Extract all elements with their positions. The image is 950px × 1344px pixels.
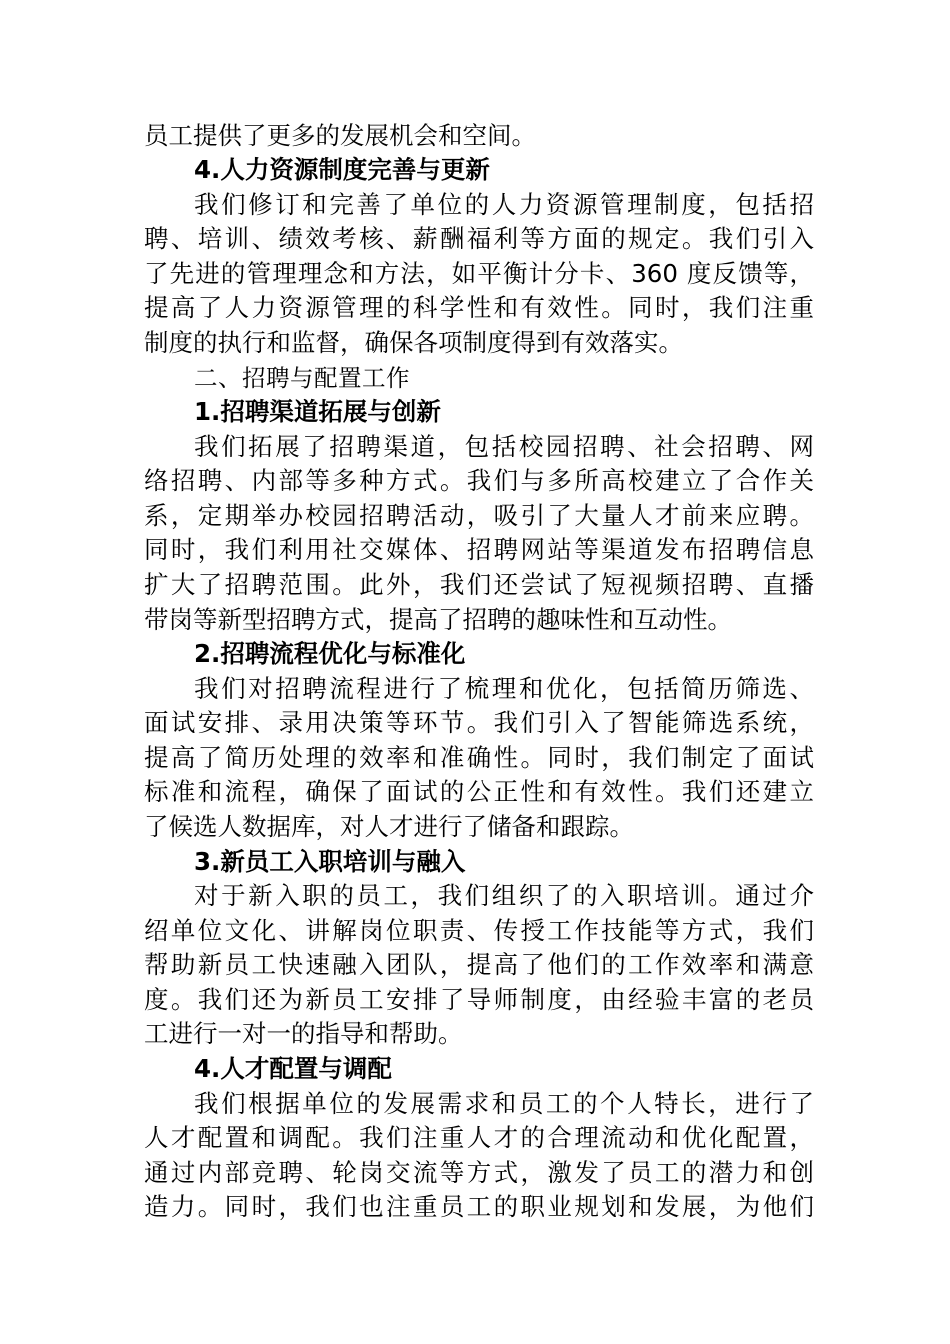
subsection-heading: 4.人力资源制度完善与更新	[194, 155, 490, 184]
section-heading: 二、招聘与配置工作	[194, 364, 410, 392]
text-line: 对于新入职的员工，我们组织了的入职培训。通过介	[194, 881, 814, 910]
text-line: 绍单位文化、讲解岗位职责、传授工作技能等方式，我们	[144, 916, 814, 945]
text-line: 聘、培训、绩效考核、薪酬福利等方面的规定。我们引入	[144, 224, 814, 253]
text-line: 系，定期举办校园招聘活动，吸引了大量人才前来应聘。	[144, 501, 814, 530]
text-line: 制度的执行和监督，确保各项制度得到有效落实。	[144, 328, 683, 357]
text-line: 带岗等新型招聘方式，提高了招聘的趣味性和互动性。	[144, 605, 732, 634]
text-line: 同时，我们利用社交媒体、招聘网站等渠道发布招聘信息	[144, 535, 814, 564]
subsection-heading: 1.招聘渠道拓展与创新	[194, 397, 441, 426]
text-line: 提高了人力资源管理的科学性和有效性。同时，我们注重	[144, 293, 814, 322]
text-line: 我们修订和完善了单位的人力资源管理制度，包括招	[194, 190, 814, 219]
text-line: 我们拓展了招聘渠道，包括校园招聘、社会招聘、网	[194, 432, 814, 461]
subsection-heading: 2.招聘流程优化与标准化	[194, 639, 466, 668]
text-line: 络招聘、内部等多种方式。我们与多所高校建立了合作关	[144, 466, 814, 495]
subsection-heading: 3.新员工入职培训与融入	[194, 847, 466, 876]
text-line: 了候选人数据库，对人才进行了储备和跟踪。	[144, 812, 634, 841]
text-line: 面试安排、录用决策等环节。我们引入了智能筛选系统，	[144, 708, 814, 737]
text-line: 度。我们还为新员工安排了导师制度，由经验丰富的老员	[144, 985, 814, 1014]
text-line: 通过内部竞聘、轮岗交流等方式，激发了员工的潜力和创	[144, 1158, 814, 1187]
text-line: 员工提供了更多的发展机会和空间。	[144, 121, 536, 150]
text-line: 帮助新员工快速融入团队，提高了他们的工作效率和满意	[144, 950, 814, 979]
text-line: 造力。同时，我们也注重员工的职业规划和发展，为他们	[144, 1192, 814, 1221]
text-line: 工进行一对一的指导和帮助。	[144, 1019, 463, 1048]
text-line: 我们根据单位的发展需求和员工的个人特长，进行了	[194, 1089, 814, 1118]
text-line: 标准和流程，确保了面试的公正性和有效性。我们还建立	[144, 777, 814, 806]
text-line: 人才配置和调配。我们注重人才的合理流动和优化配置，	[144, 1123, 814, 1152]
text-line: 了先进的管理理念和方法，如平衡计分卡、360 度反馈等，	[144, 259, 814, 288]
text-line: 提高了简历处理的效率和准确性。同时，我们制定了面试	[144, 743, 814, 772]
subsection-heading: 4.人才配置与调配	[194, 1054, 392, 1083]
text-line: 我们对招聘流程进行了梳理和优化，包括简历筛选、	[194, 674, 814, 703]
text-line: 扩大了招聘范围。此外，我们还尝试了短视频招聘、直播	[144, 570, 814, 599]
